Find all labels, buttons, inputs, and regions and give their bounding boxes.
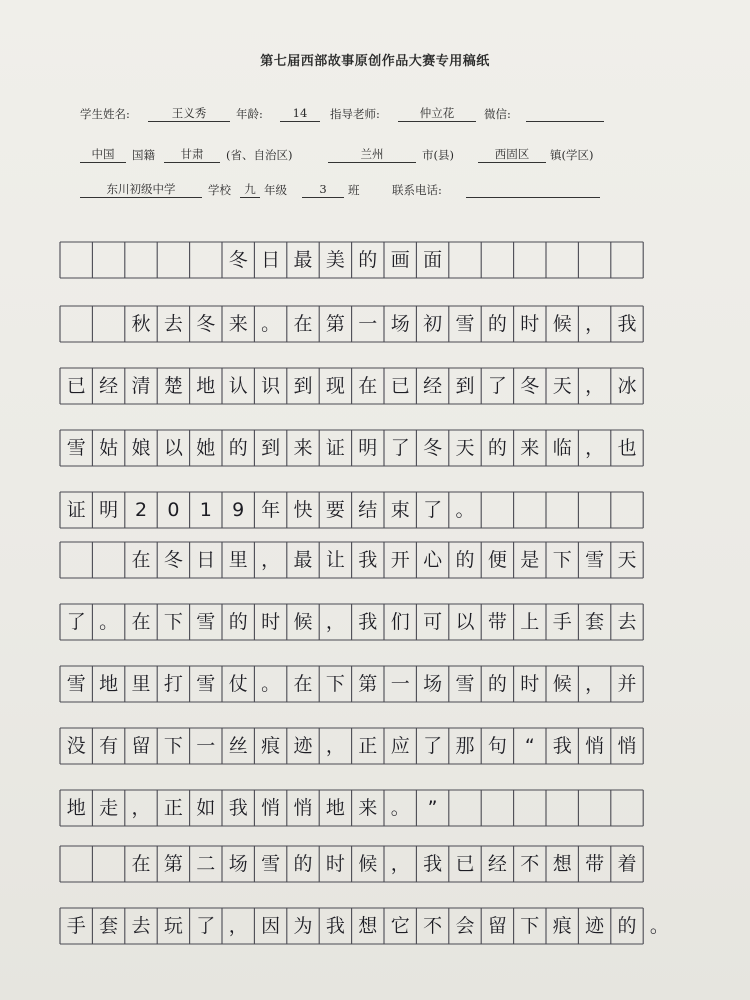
essay-char: ，: [390, 853, 410, 875]
essay-char: 下: [325, 673, 345, 695]
essay-char: 画: [390, 249, 410, 271]
class-label: 班: [348, 183, 360, 197]
essay-char: ”: [427, 797, 438, 819]
essay-char: 要: [325, 499, 345, 521]
essay-char: 。: [390, 797, 410, 819]
essay-char: 二: [196, 853, 216, 875]
essay-char: 会: [455, 915, 475, 937]
essay-char: 快: [293, 499, 313, 521]
essay-char: 一: [358, 313, 378, 335]
phone-label: 联系电话:: [392, 183, 442, 197]
essay-char: 痕: [552, 915, 572, 937]
essay-char: 雪: [261, 853, 281, 875]
essay-char: 经: [487, 853, 507, 875]
essay-char: 她: [196, 437, 216, 459]
essay-char: 迹: [293, 735, 313, 757]
essay-char: “: [524, 735, 535, 757]
essay-char: 在: [131, 853, 151, 875]
essay-char: 丝: [228, 735, 248, 757]
essay-char: 雪: [196, 673, 216, 695]
essay-char: 临: [552, 437, 572, 459]
essay-char: 我: [358, 549, 378, 571]
essay-char: 去: [163, 313, 183, 335]
essay-char: 面: [423, 249, 443, 271]
essay-char: 痕: [261, 735, 281, 757]
essay-char: 已: [455, 853, 475, 875]
essay-char: 以: [455, 611, 475, 633]
essay-char: 在: [131, 549, 151, 571]
essay-char: 便: [487, 549, 507, 571]
essay-char: 上: [520, 611, 540, 633]
essay-char: 的: [487, 437, 507, 459]
essay-char: 明: [358, 437, 378, 459]
essay-char: 如: [196, 797, 216, 819]
essay-char: 雪: [455, 673, 475, 695]
page-title: 第七届西部故事原创作品大赛专用稿纸: [260, 54, 490, 69]
essay-char: 结: [358, 499, 378, 521]
essay-char: 并: [617, 673, 637, 695]
essay-char: 那: [455, 735, 475, 757]
essay-line: [229, 249, 442, 271]
essay-char: 冬: [423, 437, 443, 459]
essay-char: 。: [261, 313, 281, 335]
essay-char: 悄: [617, 735, 637, 757]
essay-char: 应: [390, 735, 410, 757]
essay-char: 迹: [585, 915, 605, 937]
essay-char: 的: [487, 313, 507, 335]
essay-char: 候: [358, 853, 378, 875]
essay-char: 去: [131, 915, 151, 937]
essay-char: 束: [390, 499, 410, 521]
essay-char: 明: [99, 499, 119, 521]
essay-char: 第: [325, 313, 345, 335]
essay-char: 因: [261, 915, 281, 937]
essay-char: 来: [293, 437, 313, 459]
school-field[interactable]: 东川初级中学: [80, 182, 202, 198]
essay-char: 证: [325, 437, 345, 459]
essay-char: 。: [649, 915, 669, 937]
essay-char: 已: [390, 375, 410, 397]
essay-char: 正: [358, 735, 378, 757]
essay-line: [67, 797, 438, 819]
essay-char: 心: [423, 549, 443, 571]
essay-char: 时: [325, 853, 345, 875]
essay-char: 楚: [163, 375, 183, 397]
essay-char: 日: [261, 249, 281, 271]
essay-char: 们: [390, 611, 410, 633]
essay-char: 时: [520, 313, 540, 335]
essay-char: 以: [163, 437, 183, 459]
essay-char: 雪: [66, 437, 86, 459]
country-field[interactable]: 中国: [80, 147, 126, 163]
essay-char: 姑: [99, 437, 119, 459]
teacher-label: 指导老师:: [330, 107, 380, 121]
grade-field[interactable]: 九: [240, 182, 260, 198]
essay-char: 玩: [163, 915, 183, 937]
essay-char: 在: [131, 611, 151, 633]
essay-char: 冬: [196, 313, 216, 335]
teacher-field[interactable]: 仲立花: [398, 106, 476, 122]
essay-char: 了: [196, 915, 216, 937]
essay-char: 日: [196, 549, 216, 571]
essay-char: 悄: [293, 797, 313, 819]
essay-char: 想: [358, 915, 378, 937]
essay-char: 的: [228, 611, 248, 633]
essay-char: 下: [520, 915, 540, 937]
town-label: 镇(学区): [550, 148, 594, 162]
essay-char: 走: [99, 797, 119, 819]
essay-char: 了: [423, 499, 443, 521]
essay-char: 带: [487, 611, 507, 633]
essay-char: 雪: [66, 673, 86, 695]
essay-char: 候: [552, 313, 572, 335]
school-label: 学校: [208, 183, 231, 197]
nationality-label: 国籍: [132, 148, 155, 162]
essay-char: 1: [199, 499, 212, 521]
province-label: (省、自治区): [226, 148, 293, 162]
essay-char: 证: [66, 499, 86, 521]
essay-char: 里: [131, 673, 151, 695]
essay-char: 我: [325, 915, 345, 937]
essay-char: 去: [617, 611, 637, 633]
essay-char: 已: [66, 375, 86, 397]
essay-char: 清: [131, 375, 151, 397]
essay-char: 留: [131, 735, 151, 757]
essay-char: 的: [293, 853, 313, 875]
essay-char: 初: [423, 313, 443, 335]
essay-char: 下: [163, 611, 183, 633]
essay-char: 经: [99, 375, 119, 397]
essay-char: 认: [228, 375, 248, 397]
essay-char: 。: [261, 673, 281, 695]
class-field[interactable]: 3: [302, 182, 344, 198]
essay-char: 开: [390, 549, 410, 571]
essay-char: 着: [617, 853, 637, 875]
city-label: 市(县): [422, 148, 454, 162]
essay-char: 来: [358, 797, 378, 819]
essay-char: 也: [617, 437, 637, 459]
age-label: 年龄:: [236, 107, 263, 121]
essay-char: 为: [293, 915, 313, 937]
essay-char: 一: [390, 673, 410, 695]
essay-char: 。: [99, 611, 119, 633]
essay-char: 在: [293, 313, 313, 335]
essay-char: 我: [423, 853, 443, 875]
essay-char: 没: [66, 735, 86, 757]
essay-char: 到: [455, 375, 475, 397]
essay-char: ，: [261, 549, 281, 571]
essay-char: 现: [325, 375, 345, 397]
essay-char: 候: [552, 673, 572, 695]
essay-char: 9: [232, 499, 245, 521]
essay-char: 秋: [131, 313, 151, 335]
essay-char: 天: [455, 437, 475, 459]
essay-char: 地: [66, 797, 86, 819]
essay-char: ，: [585, 437, 605, 459]
essay-char: 的: [358, 249, 378, 271]
grade-label: 年级: [264, 183, 287, 197]
essay-char: 到: [261, 437, 281, 459]
essay-char: 有: [99, 735, 119, 757]
essay-char: 娘: [131, 437, 151, 459]
essay-char: 了: [487, 375, 507, 397]
essay-char: 手: [66, 915, 86, 937]
district-field[interactable]: 西固区: [478, 147, 546, 163]
essay-char: 了: [423, 735, 443, 757]
essay-char: 不: [423, 915, 443, 937]
essay-char: 冬: [228, 249, 248, 271]
essay-char: 仗: [228, 673, 248, 695]
essay-char: 里: [228, 549, 248, 571]
essay-char: 第: [163, 853, 183, 875]
essay-char: ，: [585, 313, 605, 335]
essay-char: 套: [99, 915, 119, 937]
essay-char: ，: [228, 915, 248, 937]
essay-char: 是: [520, 549, 540, 571]
essay-char: 的: [455, 549, 475, 571]
essay-char: 可: [423, 611, 443, 633]
essay-char: 经: [423, 375, 443, 397]
name-label: 学生姓名:: [80, 107, 130, 121]
essay-char: 识: [261, 375, 281, 397]
essay-char: 来: [520, 437, 540, 459]
essay-char: 套: [585, 611, 605, 633]
essay-char: 悄: [261, 797, 281, 819]
essay-char: 最: [293, 549, 313, 571]
essay-line: [67, 499, 475, 521]
essay-char: 雪: [455, 313, 475, 335]
essay-char: ，: [325, 611, 345, 633]
essay-char: 下: [163, 735, 183, 757]
essay-char: 到: [293, 375, 313, 397]
essay-char: 天: [552, 375, 572, 397]
essay-char: 来: [228, 313, 248, 335]
essay-char: 冬: [163, 549, 183, 571]
essay-char: 场: [423, 673, 443, 695]
essay-char: 在: [293, 673, 313, 695]
essay-char: 我: [228, 797, 248, 819]
age-field[interactable]: 14: [280, 106, 320, 122]
essay-char: 冬: [520, 375, 540, 397]
essay-char: 雪: [196, 611, 216, 633]
essay-char: 句: [487, 735, 507, 757]
essay-char: 打: [163, 673, 183, 695]
essay-char: 我: [552, 735, 572, 757]
essay-char: ，: [585, 673, 605, 695]
essay-char: 它: [390, 915, 410, 937]
essay-char: 我: [617, 313, 637, 335]
essay-char: 悄: [585, 735, 605, 757]
essay-char: 。: [455, 499, 475, 521]
essay-char: 手: [552, 611, 572, 633]
essay-char: 的: [228, 437, 248, 459]
essay-char: 了: [66, 611, 86, 633]
essay-char: 时: [520, 673, 540, 695]
essay-char: 下: [552, 549, 572, 571]
essay-char: 冰: [617, 375, 637, 397]
essay-char: 天: [617, 549, 637, 571]
essay-char: ，: [131, 797, 151, 819]
essay-char: 的: [617, 915, 637, 937]
name-field[interactable]: 王义秀: [148, 106, 230, 122]
essay-char: ，: [585, 375, 605, 397]
essay-char: 雪: [585, 549, 605, 571]
city-field[interactable]: 兰州: [328, 147, 416, 163]
essay-char: 不: [520, 853, 540, 875]
essay-char: 第: [358, 673, 378, 695]
essay-char: 场: [228, 853, 248, 875]
essay-char: ，: [325, 735, 345, 757]
essay-char: 让: [325, 549, 345, 571]
essay-char: 0: [167, 499, 180, 521]
essay-char: 2: [134, 499, 148, 521]
wechat-label: 微信:: [484, 107, 511, 121]
essay-char: 年: [261, 499, 281, 521]
essay-char: 美: [325, 249, 345, 271]
essay-char: 了: [390, 437, 410, 459]
province-field[interactable]: 甘肃: [164, 147, 220, 163]
essay-char: 正: [163, 797, 183, 819]
essay-char: 的: [487, 673, 507, 695]
essay-char: 想: [552, 853, 572, 875]
essay-char: 带: [585, 853, 605, 875]
essay-char: 候: [293, 611, 313, 633]
essay-char: 最: [293, 249, 313, 271]
essay-char: 地: [196, 375, 216, 397]
essay-char: 场: [390, 313, 410, 335]
essay-char: 地: [325, 797, 345, 819]
essay-char: 时: [261, 611, 281, 633]
essay-char: 一: [196, 735, 216, 757]
essay-char: 我: [358, 611, 378, 633]
essay-char: 在: [358, 375, 378, 397]
essay-char: 留: [487, 915, 507, 937]
essay-char: 地: [99, 673, 119, 695]
